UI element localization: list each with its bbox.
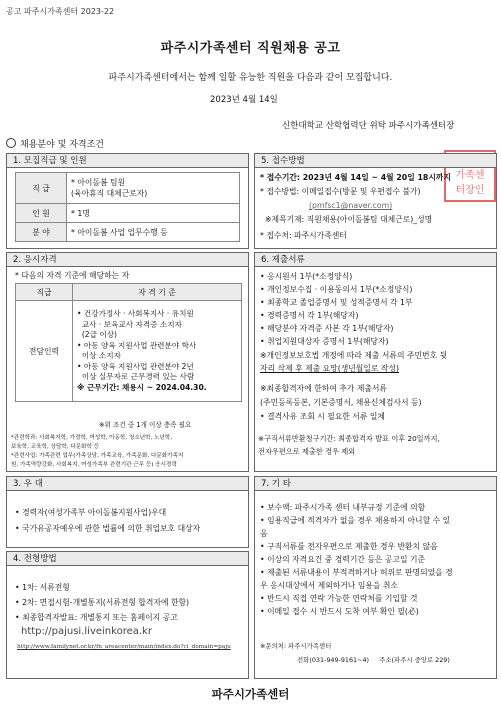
application-panel bbox=[254, 153, 497, 249]
field-label: 분 야 bbox=[16, 223, 67, 242]
application-period: * 접수기간: 2023년 4월 14일 ~ 4월 20일 18시까지 bbox=[260, 173, 451, 182]
table-row bbox=[16, 204, 240, 223]
return-period: ※구직서류반환청구기간: 최종합격자 발표 이후 20일까지, bbox=[258, 434, 440, 443]
related-work-cont: 원, 가족역량강화, 사회복지, 여성가족부 관련기관 근무 등) 응시경력 bbox=[11, 462, 177, 468]
recruit-table bbox=[15, 172, 240, 242]
privacy-note: ※개인정보보호법 개정에 따라 제출 서류의 주민번호 뒷 bbox=[260, 351, 448, 360]
criteria-item: • 건강가정사 · 사회복지사 · 유치원 bbox=[77, 309, 194, 318]
notice-number: 공고 파주시가족센터 2023-22 bbox=[6, 7, 115, 16]
criteria-item: • 아동 양육 지원사업 관련분야 2년 bbox=[77, 361, 194, 371]
etc-list bbox=[260, 501, 453, 618]
document-item: • 경력증명서 각 1부(해당자) bbox=[260, 311, 359, 320]
rank-label: 직 급 bbox=[16, 173, 67, 204]
qualification-intro: * 다음의 자격 기준에 해당하는 자 bbox=[15, 271, 130, 280]
criteria-item: 이상 실무자로 근무경력 있는 사람 bbox=[77, 372, 195, 381]
circle-icon bbox=[6, 138, 16, 148]
criteria-list bbox=[73, 307, 241, 395]
table-row bbox=[16, 301, 242, 402]
process-step-1: • 1차: 서류전형 bbox=[15, 583, 70, 592]
criteria-item: 교사 · 보육교사 자격증 소지자 bbox=[77, 319, 182, 329]
familynet-link[interactable]: http://www.familynet.or.kr/fn_areacenter/main/index.do?ci_domain=paju bbox=[17, 644, 231, 650]
seal-line: 터장인 bbox=[455, 185, 485, 196]
seal-line: 가족센 bbox=[455, 170, 485, 181]
related-majors: *관련학과: 사회복지학, 가정학, 여성학, 아동학, 청소년학, 노년학, bbox=[11, 435, 173, 441]
qualification-panel bbox=[6, 252, 249, 472]
homepage-link[interactable]: http://pajusi.liveinkorea.kr bbox=[21, 626, 152, 637]
related-majors-cont: 보육학, 교육학, 상담학, 다문화학 등 bbox=[11, 444, 100, 450]
document-item: • 취업지원대상자 증명서 1부(해당자) bbox=[260, 337, 389, 346]
disqualification-docs: • 결격사유 조회 시 필요한 서류 일체 bbox=[260, 412, 385, 421]
col-criteria-header: 자 격 기 준 bbox=[73, 284, 242, 301]
document-item: • 개인정보수집 · 이용동의서 1부(*소정양식) bbox=[260, 285, 413, 294]
criteria-item: (2급 이상) bbox=[77, 330, 118, 339]
headcount-label: 인 원 bbox=[16, 204, 67, 223]
document-item: • 최종학교 졸업증명서 및 성적증명서 각 1부 bbox=[260, 298, 413, 307]
etc-heading: 7. 기 타 bbox=[255, 477, 496, 491]
contact-info: 전화(031-949-9161~4) 주소(파주시 중앙로 229) bbox=[297, 656, 450, 664]
process-announcement: • 최종합격자발표: 개별통지 또는 홈페이지 공고 bbox=[15, 613, 178, 622]
recruit-heading: 1. 모집직급 및 인원 bbox=[7, 154, 248, 168]
documents-list bbox=[260, 270, 412, 348]
etc-item: • 이메일 접수 시 반드시 도착 여부 확인 필(必) bbox=[260, 607, 419, 616]
qualification-table bbox=[15, 283, 242, 402]
document-item: • 응시원서 1부(*소정양식) bbox=[260, 272, 353, 281]
rank-cell: 전담인력 bbox=[16, 301, 73, 402]
process-heading: 4. 전형방법 bbox=[7, 552, 248, 566]
rank-value bbox=[67, 173, 240, 204]
documents-panel bbox=[254, 252, 497, 472]
process-panel bbox=[6, 551, 249, 679]
return-period-cont: 전자우편으로 제출한 경우 제외 bbox=[258, 447, 356, 456]
process-step-2: • 2차: 면접시험-개별통지(서류전형 합격자에 한함) bbox=[15, 598, 190, 607]
application-method: * 접수방법: 이메일접수(방문 및 우편접수 불가) bbox=[260, 187, 421, 196]
rank-value-2: (육아휴직 대체근로자) bbox=[71, 189, 148, 198]
col-rank-header: 직급 bbox=[16, 284, 73, 301]
criteria-item: 이상 소지자 bbox=[77, 351, 121, 360]
etc-item: • 이상의 자격요건 중 경력기간 등은 공고일 기준 bbox=[260, 555, 426, 564]
etc-item: 음 bbox=[260, 529, 268, 538]
etc-item: • 임용직급에 적격자가 없을 경우 채용하지 아니할 수 있 bbox=[260, 516, 451, 525]
criteria-cell bbox=[73, 301, 242, 402]
documents-heading: 6. 제출서류 bbox=[255, 253, 496, 267]
table-row bbox=[16, 284, 242, 301]
etc-item: • 제출된 서류내용이 부적격하거나 허위로 판명되었을 경 bbox=[260, 568, 453, 577]
preference-panel bbox=[6, 476, 249, 548]
contact-label: ※문의처: 파주시가족센터 bbox=[260, 642, 332, 650]
preference-item: • 국가유공자예우에 관한 법률에 의한 취업보호 대상자 bbox=[15, 524, 201, 533]
email-link[interactable]: (pmfsc1@naver.com) bbox=[309, 201, 393, 210]
final-docs-list: (주민등록등본, 기본증명서, 채용신체검사서 등) bbox=[260, 398, 422, 407]
section-heading bbox=[6, 137, 104, 150]
criteria-item: ※ 근무기간: 채용시 ~ 2024.04.30. bbox=[77, 382, 207, 392]
intro-text: 파주시가족센터에서는 함께 일할 유능한 직원을 다음과 같이 모집합니다. bbox=[108, 73, 393, 83]
etc-item: • 보수액: 파주시가족 센터 내부규정 기준에 의함 bbox=[260, 503, 426, 512]
rank-value-1: * 아이돌봄 팀원 bbox=[71, 178, 126, 187]
headcount-value: * 1명 bbox=[67, 204, 240, 223]
etc-item: 우 응시대상에서 제외하거나 임용을 취소 bbox=[260, 581, 398, 590]
table-row bbox=[16, 223, 240, 242]
qualification-heading: 2. 응시자격 bbox=[7, 253, 248, 267]
related-work: *관련사업: 가족관련 업무(가족상담, 가족교육, 가족문화, 다문화가족지 bbox=[11, 453, 184, 459]
preference-heading: 3. 우 대 bbox=[7, 477, 248, 491]
qualification-note: ※위 조건 중 1개 이상 충족 필요 bbox=[99, 421, 192, 429]
privacy-note-cont: 자리 삭제 후 제출 요망(생년월일로 작성) bbox=[260, 364, 399, 373]
notice-date: 2023년 4월 14일 bbox=[210, 95, 278, 105]
etc-item: • 구직서류를 전자우편으로 제출한 경우 반환치 않음 bbox=[260, 542, 438, 551]
application-heading: 5. 접수방법 bbox=[255, 154, 496, 168]
section-heading-text: 채용분야 및 자격조건 bbox=[20, 140, 104, 150]
table-row bbox=[16, 173, 240, 204]
etc-panel bbox=[254, 476, 497, 679]
document-item: • 해당분야 자격증 사본 각 1부(해당자) bbox=[260, 324, 394, 333]
recruit-panel bbox=[6, 153, 249, 249]
issuer: 신한대학교 산학협력단 위탁 파주시가족센터장 bbox=[282, 121, 455, 131]
field-value: * 아이돌봄 사업 업무수행 등 bbox=[67, 223, 240, 242]
email-subject-note: ※제목기재: 직원채용(아이돌봄팀 대체근로)_성명 bbox=[265, 215, 433, 224]
application-place: * 접수처: 파주시가족센터 bbox=[260, 231, 347, 240]
criteria-item: • 아동 양육 지원사업 관련분야 학사 bbox=[77, 340, 197, 350]
final-docs-note: ※최종합격자에 한하여 추가 제출서류 bbox=[260, 384, 387, 393]
page-title: 파주시가족센터 직원채용 공고 bbox=[160, 41, 341, 56]
etc-item: • 반드시 직접 연락 가능한 연락처를 기입할 것 bbox=[260, 594, 418, 603]
footer-org-name: 파주시가족센터 bbox=[211, 687, 290, 701]
preference-item: • 경력자(여성가족부 아이돌봄지원사업)우대 bbox=[15, 508, 167, 517]
